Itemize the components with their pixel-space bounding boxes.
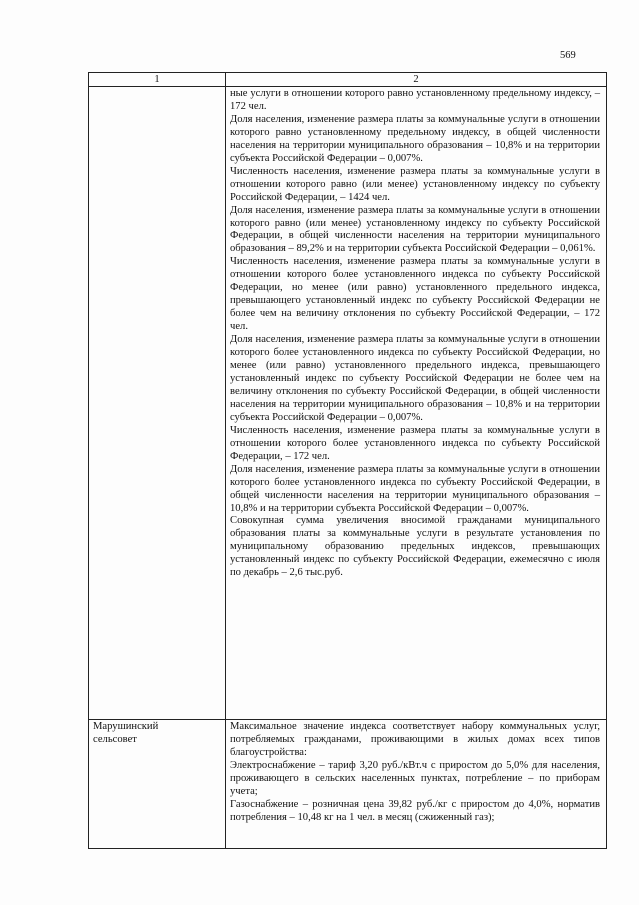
document-table	[88, 72, 607, 849]
table-row	[89, 720, 607, 849]
municipality-name-line: Марушинский	[93, 721, 159, 732]
row-1-col-2	[226, 87, 607, 720]
paragraph: Доля населения, изменение размера платы за коммунальные услуги в отношении которого более установленного индекса по субъекту Российской Федерации, но менее (или равно) установленного предельного индекса, превышающего установленный индекс по субъекту Российской Федерации не более чем на величину отклонения по субъекту Российской Федерации, в общей численности населения на территории муниципального образования – 10,8% и на территории субъекта Российской Федерации – 0,007%.	[230, 334, 600, 423]
page-number: 569	[560, 50, 576, 61]
column-header-2: 2	[226, 73, 607, 87]
paragraph: Газоснабжение – розничная цена 39,82 руб./кг с приростом до 4,0%, норматив потребления – 10,48 кг на 1 чел. в месяц (сжиженный газ);	[230, 798, 600, 823]
row-2-col-1	[89, 720, 226, 849]
row-1-col-1	[89, 87, 226, 720]
table-row	[89, 87, 607, 720]
paragraph: Совокупная сумма увеличения вносимой гражданами муниципального образования платы за коммунальные услуги в результате установления по муниципальному образованию предельных индексов, превышающих установленный индекс по субъекту Российской Федерации, ежемесячно с июля по декабрь – 2,6 тыс.руб.	[230, 515, 600, 579]
paragraph: Максимальное значение индекса соответствует набору коммунальных услуг, потребляемых гражданами, проживающими в жилых домах всех типов благоустройства:	[230, 721, 600, 758]
paragraph: Доля населения, изменение размера платы за коммунальные услуги в отношении которого равно (или менее) установленному индексу по субъекту Российской Федерации, в общей численности населения на территории муниципального образования – 89,2% и на территории субъекта Российской Федерации – 0,061%.	[230, 204, 600, 255]
paragraph: Доля населения, изменение размера платы за коммунальные услуги в отношении которого более установленного индекса по субъекту Российской Федерации, в общей численности населения на территории муниципального образования – 10,8% и на территории субъекта Российской Федерации – 0,007%.	[230, 463, 600, 514]
paragraph: Численность населения, изменение размера платы за коммунальные услуги в отношении которого более установленного индекса по субъекту Российской Федерации, – 172 чел.	[230, 424, 600, 462]
paragraph: Численность населения, изменение размера платы за коммунальные услуги в отношении которого более установленного индекса по субъекту Российской Федерации, но менее (или равно) установленного предельного индекса, превышающего установленный индекс по субъекту Российской Федерации не более чем на величину отклонения по субъекту Российской Федерации, – 172 чел.	[230, 256, 600, 333]
paragraph: Численность населения, изменение размера платы за коммунальные услуги в отношении которого равно (или менее) установленному индексу по субъекту Российской Федерации, – 1424 чел.	[230, 165, 600, 203]
paragraph: ные услуги в отношении которого равно установленному предельному индексу, – 172 чел.	[230, 88, 600, 112]
paragraph: Электроснабжение – тариф 3,20 руб./кВт.ч с приростом до 5,0% для населения, проживающего в сельских населенных пунктах, потребление – по приборам учета;	[230, 759, 600, 797]
paragraph: Доля населения, изменение размера платы за коммунальные услуги в отношении которого равно установленному предельному индексу, в общей численности населения на территории муниципального образования – 10,8% и на территории субъекта Российской Федерации – 0,007%.	[230, 113, 600, 164]
column-header-1: 1	[89, 73, 226, 87]
table-header-row	[89, 73, 607, 87]
municipality-name-line: сельсовет	[93, 733, 137, 745]
row-2-col-2	[226, 720, 607, 849]
